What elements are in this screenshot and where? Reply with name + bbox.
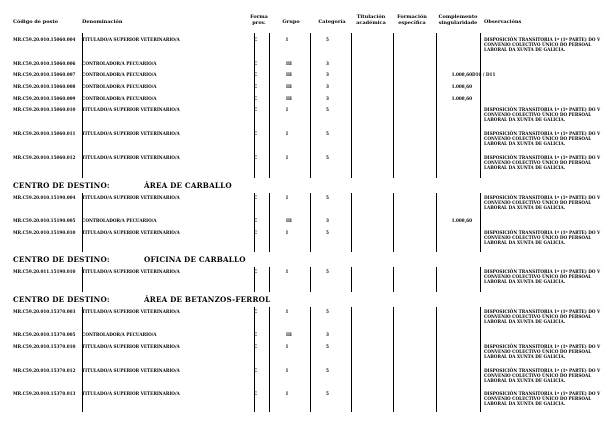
grupo: I	[286, 195, 288, 200]
categoria: 5	[326, 309, 329, 314]
section-place: ÁREA DE BETANZOS-FERROL	[144, 295, 271, 304]
position-code: MR.C59.20.010.15060.007	[13, 72, 76, 77]
position-code: MR.C59.20.010.15060.004	[13, 37, 76, 42]
forma-prov: C	[254, 155, 258, 160]
grupo: I	[286, 230, 288, 235]
position-code: MR.C59.20.010.15190.005	[13, 218, 76, 223]
position-code: MR.C59.20.010.15190.004	[13, 195, 76, 200]
denomination: CONTROLADOR/A PECUARIO/A	[82, 332, 157, 337]
categoria: 3	[326, 218, 329, 223]
position-code: MR.C59.20.010.15060.008	[13, 84, 76, 89]
column-divider	[310, 307, 311, 412]
column-divider	[436, 33, 437, 178]
observation-text: DISPOSICIÓN TRANSITORIA 1ª (1ª PARTE) DO V CONVENIO COLECTIVO ÚNICO DO PERSOAL LABORAL DA XUNTA DE GALICIA.	[484, 391, 601, 406]
header-complemento: Complemento singularidade	[438, 14, 478, 26]
categoria: 3	[326, 84, 329, 89]
observation-text: DISPOSICIÓN TRANSITORIA 1ª (1ª PARTE) DO V CONVENIO COLECTIVO ÚNICO DO PERSOAL LABORAL DA XUNTA DE GALICIA.	[484, 37, 601, 52]
column-divider	[254, 193, 258, 252]
grupo: I	[286, 107, 288, 112]
column-divider	[310, 193, 311, 252]
column-divider	[269, 307, 270, 412]
denomination: CONTROLADOR/A PECUARIO/A	[82, 72, 157, 77]
position-code: MR.C59.20.010.15060.012	[13, 155, 76, 160]
forma-prov: C	[254, 344, 258, 349]
complemento: 1.008,60	[451, 84, 472, 89]
column-divider	[436, 267, 437, 292]
denomination: TITULADO/A SUPERIOR VETERINARIO/A	[82, 195, 180, 200]
observation-text: DISPOSICIÓN TRANSITORIA 1ª (1ª PARTE) DO V CONVENIO COLECTIVO ÚNICO DO PERSOAL LABORAL DA XUNTA DE GALICIA.	[484, 195, 601, 210]
position-code: MR.C59.20.010.15370.012	[13, 368, 76, 373]
forma-prov: C	[254, 37, 258, 42]
position-code: MR.C59.20.010.15060.006	[13, 61, 76, 66]
grupo: III	[286, 61, 292, 66]
column-divider	[254, 267, 258, 292]
position-code: MR.C59.20.010.15370.005	[13, 332, 76, 337]
grupo: I	[286, 131, 288, 136]
section-heading	[13, 255, 246, 264]
categoria: 3	[326, 72, 329, 77]
denomination: TITULADO/A SUPERIOR VETERINARIO/A	[82, 391, 180, 396]
grupo: I	[286, 391, 288, 396]
header-formacion: Formación específica	[397, 14, 427, 26]
categoria: 5	[326, 107, 329, 112]
grupo: I	[286, 368, 288, 373]
forma-prov: C	[254, 84, 258, 89]
grupo: I	[286, 309, 288, 314]
forma-prov: C	[254, 131, 258, 136]
categoria: 5	[326, 230, 329, 235]
column-divider	[480, 267, 481, 292]
denomination: TITULADO/A SUPERIOR VETERINARIO/A	[82, 344, 180, 349]
column-divider	[393, 307, 394, 412]
categoria: 5	[326, 195, 329, 200]
forma-prov: C	[254, 309, 258, 314]
forma-prov: C	[254, 195, 258, 200]
section-heading	[13, 181, 232, 190]
categoria: 5	[326, 368, 329, 373]
denomination: CONTROLADOR/A PECUARIO/A	[82, 84, 157, 89]
column-divider	[269, 33, 270, 178]
denomination: CONTROLADOR/A PECUARIO/A	[82, 96, 157, 101]
forma-prov: C	[254, 107, 258, 112]
denomination: TITULADO/A SUPERIOR VETERINARIO/A	[82, 131, 180, 136]
forma-prov: C	[254, 332, 258, 337]
header-categoria: Categoría	[318, 19, 346, 25]
column-divider	[393, 33, 394, 178]
column-divider	[480, 193, 481, 252]
position-code: MR.C59.20.010.15060.009	[13, 96, 76, 101]
observation-text: DISPOSICIÓN TRANSITORIA 1ª (1ª PARTE) DO V CONVENIO COLECTIVO ÚNICO DO PERSOAL LABORAL DA XUNTA DE GALICIA.	[484, 269, 601, 284]
column-divider	[351, 193, 352, 252]
grupo: III	[286, 72, 292, 77]
position-code: MR.C59.20.010.15370.010	[13, 344, 76, 349]
position-code: MR.C59.20.010.15370.003	[13, 309, 76, 314]
denomination: TITULADO/A SUPERIOR VETERINARIO/A	[82, 155, 180, 160]
denomination: TITULADO/A SUPERIOR VETERINARIO/A	[82, 107, 180, 112]
column-divider	[269, 193, 270, 252]
forma-prov: C	[254, 218, 258, 223]
forma-prov: C	[254, 269, 258, 274]
column-divider	[393, 193, 394, 252]
complemento: 1.008,60	[451, 218, 472, 223]
forma-prov: C	[254, 230, 258, 235]
column-divider	[351, 267, 352, 292]
column-divider	[82, 33, 83, 178]
header-denominacion: Denominación	[82, 19, 123, 25]
grupo: III	[286, 332, 292, 337]
complemento: 1.008,60	[451, 96, 472, 101]
grupo: I	[286, 344, 288, 349]
grupo: I	[286, 155, 288, 160]
denomination: TITULADO/A SUPERIOR VETERINARIO/A	[82, 269, 180, 274]
forma-prov: C	[254, 368, 258, 373]
header-forma: Forma prov.	[250, 14, 268, 26]
observation-text: DISPOSICIÓN TRANSITORIA 1ª (1ª PARTE) DO V CONVENIO COLECTIVO ÚNICO DO PERSOAL LABORAL DA XUNTA DE GALICIA.	[484, 131, 601, 146]
section-place: ÁREA DE CARBALLO	[144, 181, 232, 190]
categoria: 3	[326, 61, 329, 66]
position-code: MR.C59.20.010.15060.010	[13, 107, 76, 112]
column-divider	[436, 307, 437, 412]
forma-prov: C	[254, 391, 258, 396]
header-observaciones: Observacións	[484, 19, 522, 25]
categoria: 5	[326, 391, 329, 396]
grupo: I	[286, 37, 288, 42]
denomination: TITULADO/A SUPERIOR VETERINARIO/A	[82, 309, 180, 314]
section-heading	[13, 295, 271, 304]
position-code: MR.C59.20.010.15190.010	[13, 230, 76, 235]
column-divider	[254, 307, 258, 412]
categoria: 5	[326, 155, 329, 160]
denomination: CONTROLADOR/A PECUARIO/A	[82, 61, 157, 66]
categoria: 5	[326, 131, 329, 136]
denomination: CONTROLADOR/A PECUARIO/A	[82, 218, 157, 223]
observation-code: D10 / D11	[472, 72, 496, 77]
column-divider	[351, 307, 352, 412]
categoria: 3	[326, 332, 329, 337]
column-divider	[393, 267, 394, 292]
column-divider	[82, 267, 83, 292]
observation-text: DISPOSICIÓN TRANSITORIA 1ª (1ª PARTE) DO V CONVENIO COLECTIVO ÚNICO DO PERSOAL LABORAL DA XUNTA DE GALICIA.	[484, 230, 601, 245]
denomination: TITULADO/A SUPERIOR VETERINARIO/A	[82, 230, 180, 235]
forma-prov: C	[254, 96, 258, 101]
observation-text: DISPOSICIÓN TRANSITORIA 1ª (1ª PARTE) DO V CONVENIO COLECTIVO ÚNICO DO PERSOAL LABORAL DA XUNTA DE GALICIA.	[484, 368, 601, 383]
grupo: III	[286, 96, 292, 101]
complemento: 1.008,60	[451, 72, 472, 77]
forma-prov: C	[254, 72, 258, 77]
observation-text: DISPOSICIÓN TRANSITORIA 1ª (1ª PARTE) DO V CONVENIO COLECTIVO ÚNICO DO PERSOAL LABORAL DA XUNTA DE GALICIA.	[484, 309, 601, 324]
observation-text: DISPOSICIÓN TRANSITORIA 1ª (1ª PARTE) DO V CONVENIO COLECTIVO ÚNICO DO PERSOAL LABORAL DA XUNTA DE GALICIA.	[484, 344, 601, 359]
position-code: MR.C59.20.011.15190.010	[13, 269, 76, 274]
categoria: 5	[326, 269, 329, 274]
observation-text: DISPOSICIÓN TRANSITORIA 1ª (1ª PARTE) DO V CONVENIO COLECTIVO ÚNICO DO PERSOAL LABORAL DA XUNTA DE GALICIA.	[484, 155, 601, 170]
column-divider	[82, 307, 83, 412]
categoria: 3	[326, 96, 329, 101]
section-place: OFICINA DE CARBALLO	[144, 255, 246, 264]
section-label: CENTRO DE DESTINO:	[13, 181, 110, 190]
column-divider	[310, 267, 311, 292]
denomination: TITULADO/A SUPERIOR VETERINARIO/A	[82, 368, 180, 373]
grupo: I	[286, 269, 288, 274]
categoria: 5	[326, 344, 329, 349]
grupo: III	[286, 218, 292, 223]
header-titulacion: Titulación académica	[356, 14, 386, 26]
column-divider	[310, 33, 311, 178]
header-codigo: Código de posto	[13, 19, 58, 25]
position-code: MR.C59.20.010.15060.011	[13, 131, 76, 136]
column-divider	[254, 33, 258, 178]
grupo: III	[286, 84, 292, 89]
denomination: TITULADO/A SUPERIOR VETERINARIO/A	[82, 37, 180, 42]
header-grupo: Grupo	[282, 19, 300, 25]
observation-text: DISPOSICIÓN TRANSITORIA 1ª (1ª PARTE) DO V CONVENIO COLECTIVO ÚNICO DO PERSOAL LABORAL DA XUNTA DE GALICIA.	[484, 107, 601, 122]
column-divider	[82, 193, 83, 252]
forma-prov: C	[254, 61, 258, 66]
column-divider	[480, 33, 481, 178]
section-label: CENTRO DE DESTINO:	[13, 295, 110, 304]
position-code: MR.C59.20.010.15370.013	[13, 391, 76, 396]
column-divider	[480, 307, 481, 412]
column-divider	[351, 33, 352, 178]
categoria: 5	[326, 37, 329, 42]
column-divider	[436, 193, 437, 252]
section-label: CENTRO DE DESTINO:	[13, 255, 110, 264]
column-divider	[269, 267, 270, 292]
